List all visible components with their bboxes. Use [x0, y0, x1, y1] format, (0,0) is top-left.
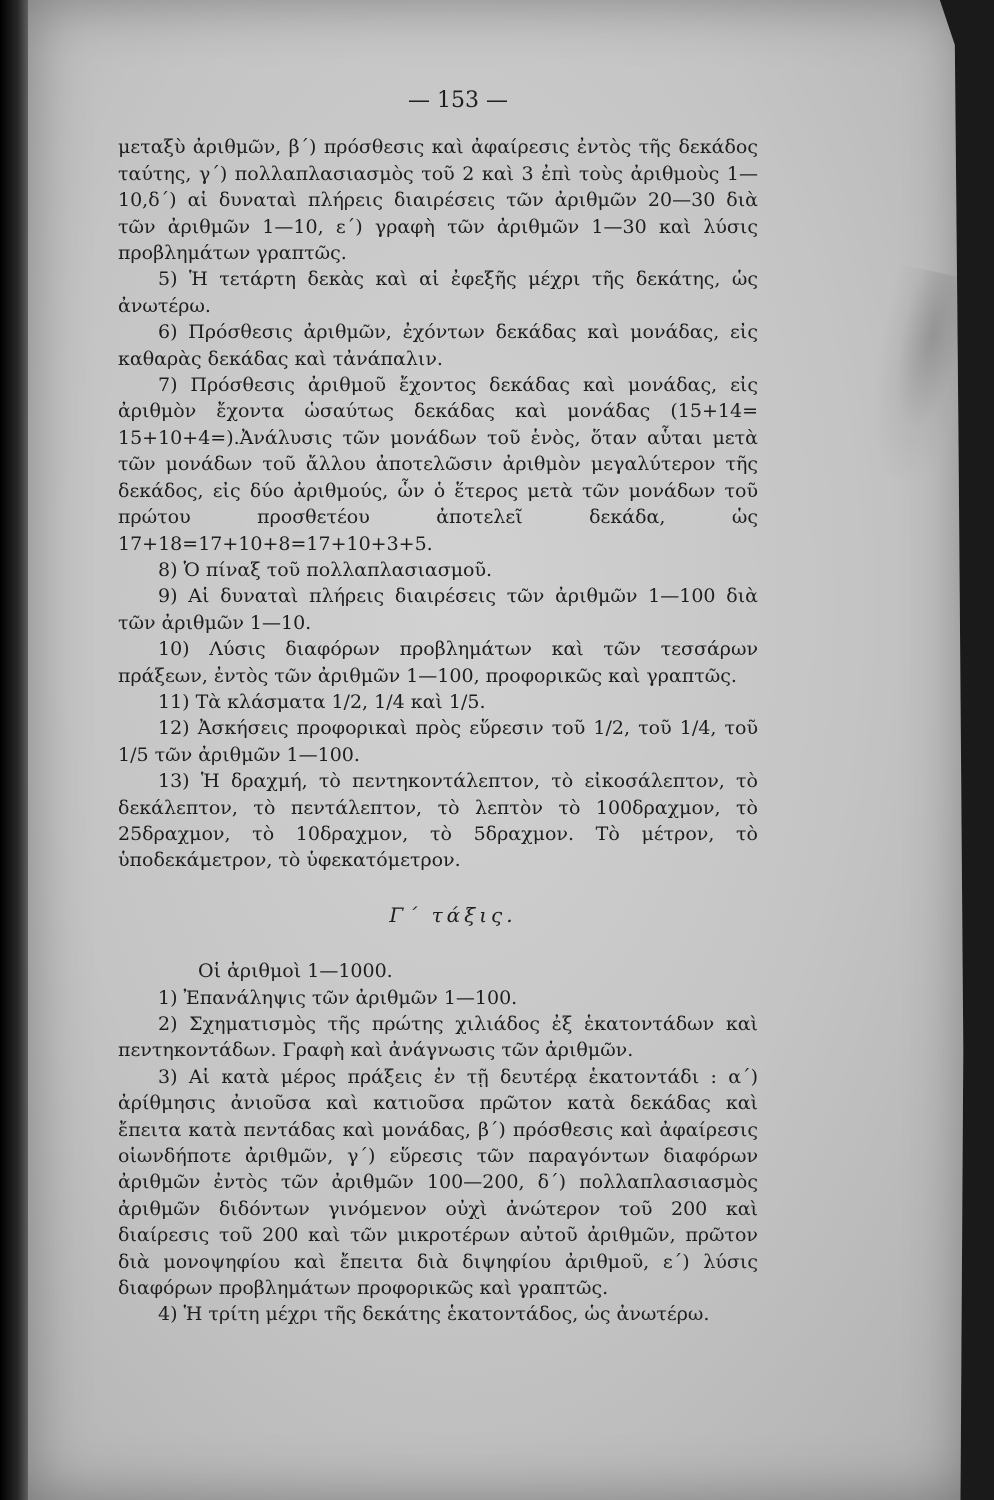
page-number: — 153 —: [408, 88, 508, 113]
paragraph-item-6: 6) Πρόσθεσις ἀριθμῶν, ἐχόντων δεκάδας καὶ μονάδας, εἰς καθαρὰς δεκάδας καὶ τἀνάπαλιν.: [118, 321, 758, 370]
section-item-1: 1) Ἐπανάληψις τῶν ἀριθμῶν 1—100.: [158, 986, 518, 1009]
page-text: [118, 88, 758, 1328]
paragraph-item-7: 7) Πρόσθεσις ἀριθμοῦ ἔχοντος δεκάδας καὶ μονάδας, εἰς ἀριθμὸν ἔχοντα ὡσαύτως δεκάδας καὶ μονάδας (15+14= 15+10+4=).Ἀνάλυσις τῶν μονάδων τοῦ ἑνὸς, ὅταν αὗται μετὰ τῶν μονάδων τοῦ ἄλλου ἀποτελῶσιν ἀριθμὸν μεγαλύτερον τῆς δεκάδος, εἰς δύο ἀριθμούς, ὧν ὁ ἕτερος μετὰ τῶν μονάδων τοῦ πρώτου προσθετέου ἀποτελεῖ δεκάδα, ὡς 17+18=17+10+8=17+10+3+5.: [118, 374, 758, 555]
paragraph-item-13: 13) Ἡ δραχμή, τὸ πεντηκοντάλεπτον, τὸ εἰκοσάλεπτον, τὸ δεκάλεπτον, τὸ πεντάλεπτον, τὸ λεπτὸν τὸ 100δραχμον, τὸ 25δραχμον, τὸ 10δραχμον, τὸ 5δραχμον. Τὸ μέτρον, τὸ ὑποδεκάμετρον, τὸ ὑφεκατόμετρον.: [118, 770, 758, 872]
section-subtitle: Οἱ ἀριθμοὶ 1—1000.: [198, 960, 393, 983]
scan-edge: [0, 0, 30, 1500]
section-heading: Γ΄ τάξις.: [389, 902, 517, 927]
paragraph-item-5: 5) Ἡ τετάρτη δεκὰς καὶ αἱ ἐφεξῆς μέχρι τῆς δεκάτης, ὡς ἀνωτέρω.: [118, 268, 758, 317]
paragraph-item-10: 10) Λύσις διαφόρων προβλημάτων καὶ τῶν τεσσάρων πράξεων, ἐντὸς τῶν ἀριθμῶν 1—100, προφορικῶς καὶ γραπτῶς.: [118, 638, 758, 687]
section-item-4: 4) Ἡ τρίτη μέχρι τῆς δεκάτης ἑκατοντάδος, ὡς ἀνωτέρω.: [158, 1303, 710, 1326]
section-item-3: 3) Αἱ κατὰ μέρος πράξεις ἐν τῇ δευτέρᾳ ἑκατοντάδι : α΄) ἀρίθμησις ἀνιοῦσα καὶ κατιοῦσα πρῶτον κατὰ δεκάδας καὶ ἔπειτα κατὰ πεντάδας καὶ μονάδας, β΄) πρόσθεσις καὶ ἀφαίρεσις οἱωνδήποτε ἀριθμῶν, γ΄) εὕρεσις τῶν παραγόντων διαφόρων ἀριθμῶν ἐντὸς τῶν ἀριθμῶν 100—200, δ΄) πολλαπλασιασμὸς ἀριθμῶν διδόντων γινόμενον οὐχὶ ἀνώτερον τοῦ 200 καὶ διαίρεσις τοῦ 200 καὶ τῶν μικροτέρων αὐτοῦ ἀριθμῶν, πρῶτον διὰ μονοψηφίου καὶ ἔπειτα διὰ διψηφίου ἀριθμοῦ, ε΄) λύσις διαφόρων προβλημάτων προφορικῶς καὶ γραπτῶς.: [118, 1065, 758, 1300]
paragraph-item-8: 8) Ὁ πίναξ τοῦ πολλαπλασιασμοῦ.: [158, 558, 493, 581]
paragraph-item-9: 9) Αἱ δυναταὶ πλήρεις διαιρέσεις τῶν ἀριθμῶν 1—100 διὰ τῶν ἀριθμῶν 1—10.: [118, 585, 758, 634]
paragraph-item-11: 11) Τὰ κλάσματα 1/2, 1/4 καὶ 1/5.: [158, 690, 486, 713]
section-item-2: 2) Σχηματισμὸς τῆς πρώτης χιλιάδος ἐξ ἑκατοντάδων καὶ πεντηκοντάδων. Γραφὴ καὶ ἀνάγνωσις τῶν ἀριθμῶν.: [118, 1013, 758, 1062]
paragraph-continued: μεταξὺ ἀριθμῶν, β΄) πρόσθεσις καὶ ἀφαίρεσις ἐντὸς τῆς δεκάδος ταύτης, γ΄) πολλαπλασιασμὸς τοῦ 2 καὶ 3 ἐπὶ τοὺς ἀριθμοὺς 1—10,δ΄) αἱ δυναταὶ πλήρεις διαιρέσεις τῶν ἀριθμῶν 20—30 διὰ τῶν ἀριθμῶν 1—10, ε΄) γραφὴ τῶν ἀριθμῶν 1—30 καὶ λύσις προβλημάτων γραπτῶς.: [118, 136, 758, 265]
paper-stain: [855, 264, 977, 486]
paragraph-item-12: 12) Ἀσκήσεις προφορικαὶ πρὸς εὕρεσιν τοῦ 1/2, τοῦ 1/4, τοῦ 1/5 τῶν ἀριθμῶν 1—100.: [118, 717, 758, 766]
